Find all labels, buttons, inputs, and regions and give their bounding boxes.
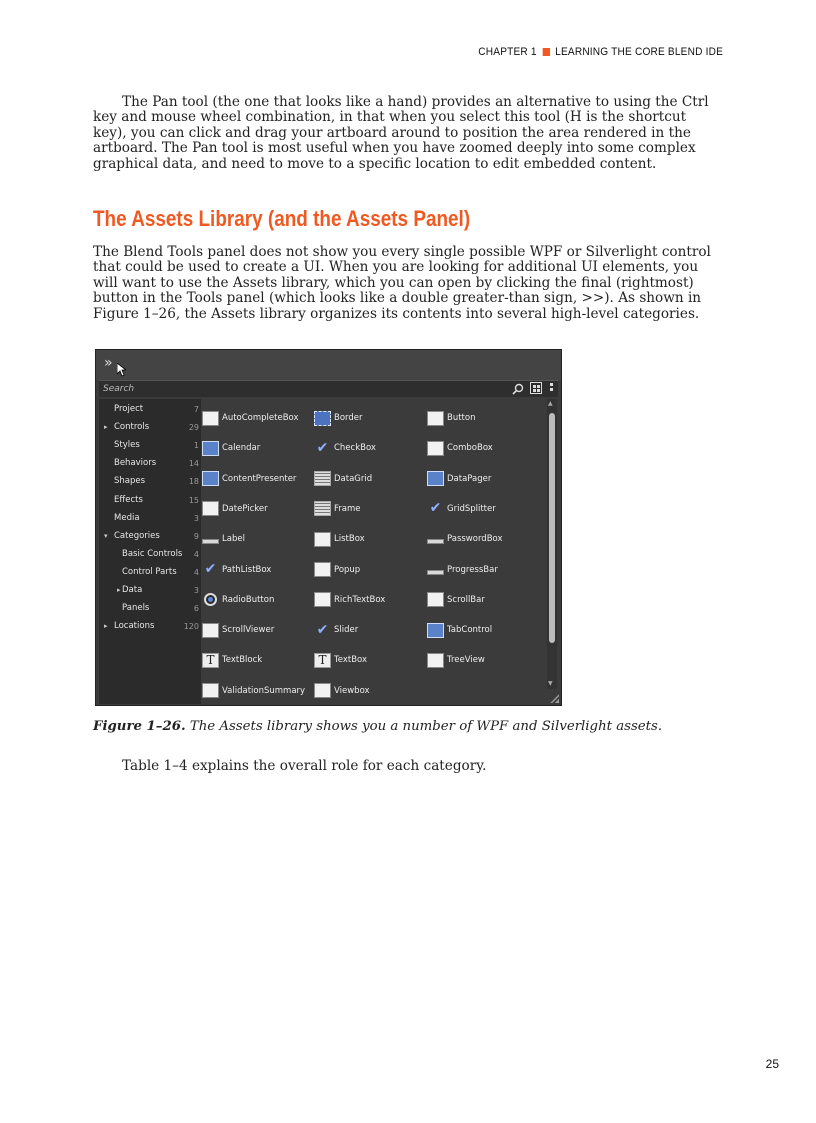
chapter-title: LEARNING THE CORE BLEND IDE	[555, 46, 723, 58]
asset-label: TextBlock	[222, 655, 263, 666]
pathlistbox-icon: ✔	[204, 561, 217, 577]
scroll-up-icon[interactable]: ▲	[548, 400, 553, 407]
calendar-icon	[202, 441, 219, 456]
asset-label: Popup	[334, 564, 361, 575]
asset-item[interactable]	[314, 499, 360, 519]
asset-label: TabControl	[447, 625, 493, 636]
tabcontrol-icon	[427, 623, 444, 638]
listbox-icon	[314, 532, 331, 547]
category-item[interactable]	[99, 528, 199, 545]
category-item[interactable]	[99, 401, 199, 418]
asset-label: DataGrid	[334, 473, 373, 484]
gridsplitter-icon: ✔	[429, 500, 442, 517]
asset-item[interactable]	[202, 499, 268, 519]
asset-item[interactable]	[427, 620, 492, 640]
category-count: 29	[188, 423, 199, 433]
category-count: 18	[188, 477, 199, 487]
button-icon	[427, 411, 444, 426]
search-input[interactable]	[103, 381, 483, 397]
asset-label: ProgressBar	[447, 564, 498, 575]
treeview-icon	[427, 653, 444, 668]
figure-label: Figure 1–26.	[93, 719, 186, 734]
category-count: 120	[183, 622, 199, 632]
asset-label: AutoCompleteBox	[222, 413, 299, 423]
asset-label: RadioButton	[222, 594, 275, 605]
asset-item[interactable]	[314, 408, 363, 428]
category-count: 15	[188, 495, 199, 505]
asset-item[interactable]	[314, 469, 372, 489]
asset-label: DataPager	[447, 473, 492, 484]
asset-label: Border	[334, 413, 363, 423]
asset-item[interactable]	[427, 469, 491, 489]
asset-item[interactable]	[314, 681, 370, 701]
asset-label: CheckBox	[334, 443, 376, 454]
asset-label: ScrollBar	[447, 594, 485, 605]
figure-caption	[93, 719, 662, 734]
asset-label: Viewbox	[334, 685, 370, 696]
category-name: Control Parts	[122, 566, 177, 577]
category-name: Shapes	[114, 476, 146, 487]
category-name: Locations	[114, 621, 155, 632]
datepicker-icon	[202, 501, 219, 516]
category-name: Effects	[114, 494, 143, 505]
datapager-icon	[427, 471, 444, 486]
asset-item[interactable]	[427, 408, 475, 428]
category-item[interactable]	[99, 419, 199, 436]
asset-item[interactable]	[314, 650, 367, 670]
assets-library-panel	[95, 349, 562, 706]
textblock-icon: T	[202, 653, 219, 668]
category-list	[99, 399, 201, 704]
table-reference-paragraph: Table 1–4 explains the overall role for each category.	[122, 758, 487, 774]
assets-intro-paragraph: The Blend Tools panel does not show you every single possible WPF or Silverlight control that could be used to create a UI. When you are looking for additional UI elements, you will want to use the Assets library, which you can open by clicking the final (rightmost) button in the Tools panel (which looks like a double greater-than sign, >>). As shown in Figure 1–26, the Assets library organizes its contents into several high-level categories.	[93, 244, 711, 322]
category-name: Categories	[114, 530, 160, 541]
viewbox-icon	[314, 683, 331, 698]
asset-item[interactable]	[202, 469, 296, 489]
asset-label: RichTextBox	[334, 594, 386, 605]
asset-item[interactable]	[202, 590, 274, 610]
category-count: 7	[193, 405, 199, 414]
passwordbox-icon	[427, 539, 444, 544]
asset-scrollbar[interactable]	[547, 399, 557, 689]
scroll-thumb[interactable]	[549, 413, 555, 643]
asset-label: Calendar	[222, 443, 261, 454]
search-bar	[99, 380, 558, 397]
asset-item[interactable]	[427, 560, 498, 580]
textbox-icon: T	[314, 653, 331, 668]
running-header	[478, 46, 723, 58]
asset-label: TreeView	[447, 655, 485, 666]
asset-item[interactable]	[314, 529, 365, 549]
asset-item[interactable]	[427, 438, 493, 458]
asset-item[interactable]	[202, 560, 271, 580]
scrollviewer-icon	[202, 623, 219, 638]
category-count: 14	[188, 459, 199, 469]
section-heading: The Assets Library (and the Assets Panel)	[93, 206, 471, 231]
radiobutton-icon	[204, 593, 217, 606]
asset-label: ListBox	[334, 534, 365, 545]
border-icon	[314, 411, 331, 426]
label-icon	[202, 539, 219, 544]
page-number: 25	[765, 1057, 779, 1071]
richtextbox-icon	[314, 592, 331, 607]
figure-caption-text: The Assets library shows you a number of WPF and Silverlight assets.	[189, 719, 663, 734]
expander-open-icon[interactable]: ▾	[104, 531, 108, 540]
pan-tool-paragraph: The Pan tool (the one that looks like a hand) provides an alternative to using the Ctrl key and mouse wheel combination, in that when you select this tool (H is the shortcut key), you can click and drag your artboard around to position the area rendered in the artboard. The Pan tool is most useful when you have zoomed deeply into some complex graphical data, and need to move to a specific location to edit embedded content.	[93, 94, 709, 172]
category-name: Project	[114, 404, 144, 414]
asset-label: PasswordBox	[447, 534, 503, 545]
header-square-icon	[542, 48, 549, 56]
asset-item[interactable]	[202, 408, 299, 428]
asset-item[interactable]	[427, 650, 485, 670]
asset-label: ContentPresenter	[222, 473, 297, 484]
popup-icon	[314, 562, 331, 577]
category-name: Basic Controls	[122, 548, 183, 559]
asset-item[interactable]	[314, 560, 360, 580]
asset-item[interactable]	[314, 438, 376, 458]
slider-icon: ✔	[316, 621, 329, 638]
category-name: Styles	[114, 440, 140, 451]
asset-label: PathListBox	[222, 564, 272, 575]
category-item[interactable]	[99, 600, 199, 617]
resize-grip-icon[interactable]	[550, 694, 559, 703]
category-item[interactable]	[99, 510, 199, 527]
combobox-icon	[427, 441, 444, 456]
asset-label: Button	[447, 413, 476, 423]
category-count: 6	[193, 604, 199, 614]
expander-closed-icon[interactable]: ▸	[117, 586, 121, 594]
panel-menu-icon[interactable]	[550, 383, 553, 395]
asset-label: GridSplitter	[447, 503, 496, 514]
asset-label: DatePicker	[222, 503, 268, 514]
panel-toolbar	[96, 350, 561, 380]
asset-label: Label	[222, 534, 245, 545]
asset-label: TextBox	[334, 655, 367, 666]
asset-item[interactable]	[314, 620, 358, 640]
category-item[interactable]	[99, 455, 199, 472]
asset-label: ValidationSummary	[222, 685, 306, 696]
contentpresenter-icon	[202, 471, 219, 486]
category-count: 4	[193, 549, 199, 559]
asset-item[interactable]	[427, 529, 503, 549]
validationsummary-icon	[202, 683, 219, 698]
asset-label: ScrollViewer	[222, 625, 275, 636]
category-item[interactable]	[99, 473, 199, 490]
category-item[interactable]	[99, 582, 199, 599]
category-count: 4	[193, 567, 199, 577]
category-item[interactable]	[99, 437, 199, 454]
category-count: 9	[193, 531, 199, 541]
scrollbar-icon	[427, 592, 444, 607]
expander-closed-icon[interactable]: ▸	[104, 622, 108, 631]
grid-view-icon[interactable]	[530, 382, 542, 394]
category-count: 3	[193, 513, 199, 523]
asset-item[interactable]	[427, 499, 496, 519]
asset-item[interactable]	[202, 620, 274, 640]
asset-item[interactable]	[202, 650, 262, 670]
asset-label: ComboBox	[447, 443, 493, 454]
asset-item[interactable]	[202, 529, 245, 549]
asset-item[interactable]	[202, 438, 260, 458]
category-count: 3	[193, 586, 199, 595]
asset-item[interactable]	[314, 590, 385, 610]
category-item[interactable]	[99, 492, 199, 509]
autocompletebox-icon	[202, 411, 219, 426]
frame-icon	[314, 501, 331, 516]
category-name: Controls	[114, 422, 150, 433]
scroll-down-icon[interactable]: ▼	[548, 680, 553, 687]
chapter-label: CHAPTER 1	[478, 46, 537, 58]
mouse-cursor-icon	[117, 363, 126, 377]
category-name: Data	[122, 585, 143, 595]
asset-label: Frame	[334, 503, 361, 514]
asset-library-expand-icon[interactable]: »	[104, 355, 110, 371]
checkbox-icon: ✔	[316, 439, 329, 456]
category-name: Panels	[122, 603, 150, 614]
category-item[interactable]	[99, 546, 199, 563]
asset-item[interactable]	[202, 681, 305, 701]
category-item[interactable]	[99, 564, 199, 581]
asset-grid	[202, 399, 547, 704]
asset-label: Slider	[334, 625, 359, 636]
category-name: Media	[114, 512, 140, 523]
expander-closed-icon[interactable]: ▸	[104, 423, 108, 432]
category-count: 1	[193, 441, 199, 451]
progressbar-icon	[427, 570, 444, 575]
category-name: Behaviors	[114, 458, 157, 469]
search-icon[interactable]	[512, 383, 524, 395]
category-item[interactable]	[99, 618, 199, 635]
asset-item[interactable]	[427, 590, 485, 610]
datagrid-icon	[314, 471, 331, 486]
